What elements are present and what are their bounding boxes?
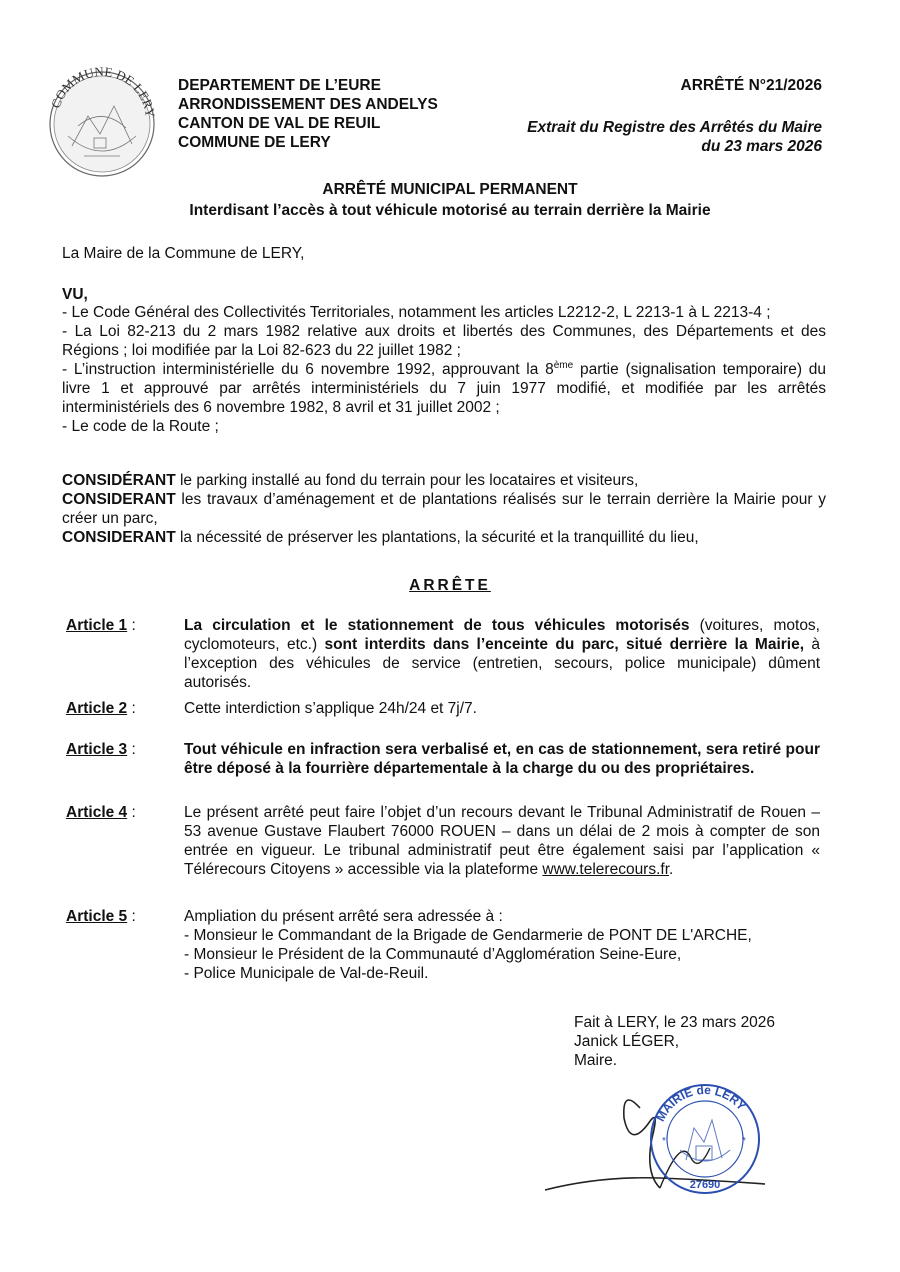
article-5-body [184,907,820,983]
signature-place-date: Fait à LERY, le 23 mars 2026 [574,1014,776,1031]
arrete-number: ARRÊTÉ N°21/2026 [680,77,822,94]
vu-item: - La Loi 82-213 du 2 mars 1982 relative aux droits et libertés des Communes, des Départements et des Régions ; loi modifiée par la Loi 82-623 du 22 juillet 1982 ; [62,323,826,359]
article-5-label: Article 5 : [66,908,136,925]
vu-item: - Le code de la Route ; [62,418,219,435]
article-4-body: Le présent arrêté peut faire l’objet d’un recours devant le Tribunal Administratif de Rouen – 53 avenue Gustave Flaubert 76000 ROUEN – dans un délai de 2 mois à compter de son entrée en vigueur. Le tribunal administratif peut être également saisi par l’application « Télérecours Citoyens » accessible via la plateforme www.telerecours.fr. [184,804,820,878]
article-1-label: Article 1 : [66,617,136,634]
signatory-name: Janick LÉGER, [574,1033,680,1050]
svg-text:COMMUNE DE LERY: COMMUNE DE LERY [47,63,159,119]
considerants-list [62,471,826,547]
article-5-intro: Ampliation du présent arrêté sera adressée à : [184,908,503,925]
header-line: CANTON DE VAL DE REUIL [178,115,381,132]
vu-item: - L’instruction interministérielle du 6 novembre 1992, approuvant la 8ème partie (signalisation temporaire) du livre 1 et approuvé par arrêtés interministériels du 7 juin 1977 modifié, et modifiée par les arrêtés interministériels des 6 novembre 1982, 8 avril et 31 juillet 2002 ; [62,359,827,416]
header-line: COMMUNE DE LERY [178,134,331,151]
official-stamp [646,1080,764,1198]
article-4-label: Article 4 : [66,804,136,821]
considerant-item: CONSIDERANT les travaux d’aménagement et de plantations réalisés sur le terrain derrière la Mairie pour y créer un parc, [62,491,826,527]
vu-list [62,303,826,436]
vu-item: - Le Code Général des Collectivités Territoriales, notamment les articles L2212-2, L 2213-1 à L 2213-4 ; [62,304,771,321]
header-administrative-block [178,76,438,152]
considerant-item: CONSIDÉRANT le parking installé au fond du terrain pour les locataires et visiteurs, [62,472,639,489]
recipient-item: - Monsieur le Président de la Communauté d’Agglomération Seine-Eure, [184,946,682,963]
intro-line: La Maire de la Commune de LERY, [62,245,305,262]
signatory-role: Maire. [574,1052,618,1069]
considerant-item: CONSIDERANT la nécessité de préserver les plantations, la sécurité et la tranquillité du lieu, [62,529,699,546]
recipient-item: - Police Municipale de Val-de-Reuil. [184,965,429,982]
article-2-label: Article 2 : [66,700,136,717]
article-1-body: La circulation et le stationnement de tous véhicules motorisés (voitures, motos, cyclomoteurs, etc.) sont interdits dans l’enceinte du parc, situé derrière la Mairie, à l’exception des véhicules de service (entretien, secours, police municipale) dûment autorisés. [184,617,820,691]
arrete-heading: ARRÊTE [409,577,491,594]
svg-text:*: * [662,1136,666,1147]
vu-heading: VU, [62,286,88,303]
svg-text:MAIRIE de LERY: MAIRIE de LERY [653,1082,749,1124]
signature-block [574,1013,775,1070]
article-3-label: Article 3 : [66,741,136,758]
header-line: DEPARTEMENT DE L’EURE [178,77,381,94]
register-extract-date: du 23 mars 2026 [701,138,822,155]
svg-text:*: * [742,1136,746,1147]
recipient-item: - Monsieur le Commandant de la Brigade de Gendarmerie de PONT DE L'ARCHE, [184,927,752,944]
telerecours-link[interactable]: www.telerecours.fr [542,861,670,878]
register-extract-line: Extrait du Registre des Arrêtés du Maire [527,119,822,136]
article-2-body: Cette interdiction s’applique 24h/24 et 7j/7. [184,700,477,717]
header-line: ARRONDISSEMENT DES ANDELYS [178,96,438,113]
commune-seal-logo [38,56,166,184]
svg-text:27690: 27690 [689,1179,721,1191]
document-title: ARRÊTÉ MUNICIPAL PERMANENT [322,181,578,198]
document-subtitle: Interdisant l’accès à tout véhicule motorisé au terrain derrière la Mairie [189,202,711,219]
article-3-body: Tout véhicule en infraction sera verbalisé et, en cas de stationnement, sera retiré pour être déposé à la fourrière départementale à la charge du ou des propriétaires. [184,741,820,777]
register-extract [527,118,822,156]
